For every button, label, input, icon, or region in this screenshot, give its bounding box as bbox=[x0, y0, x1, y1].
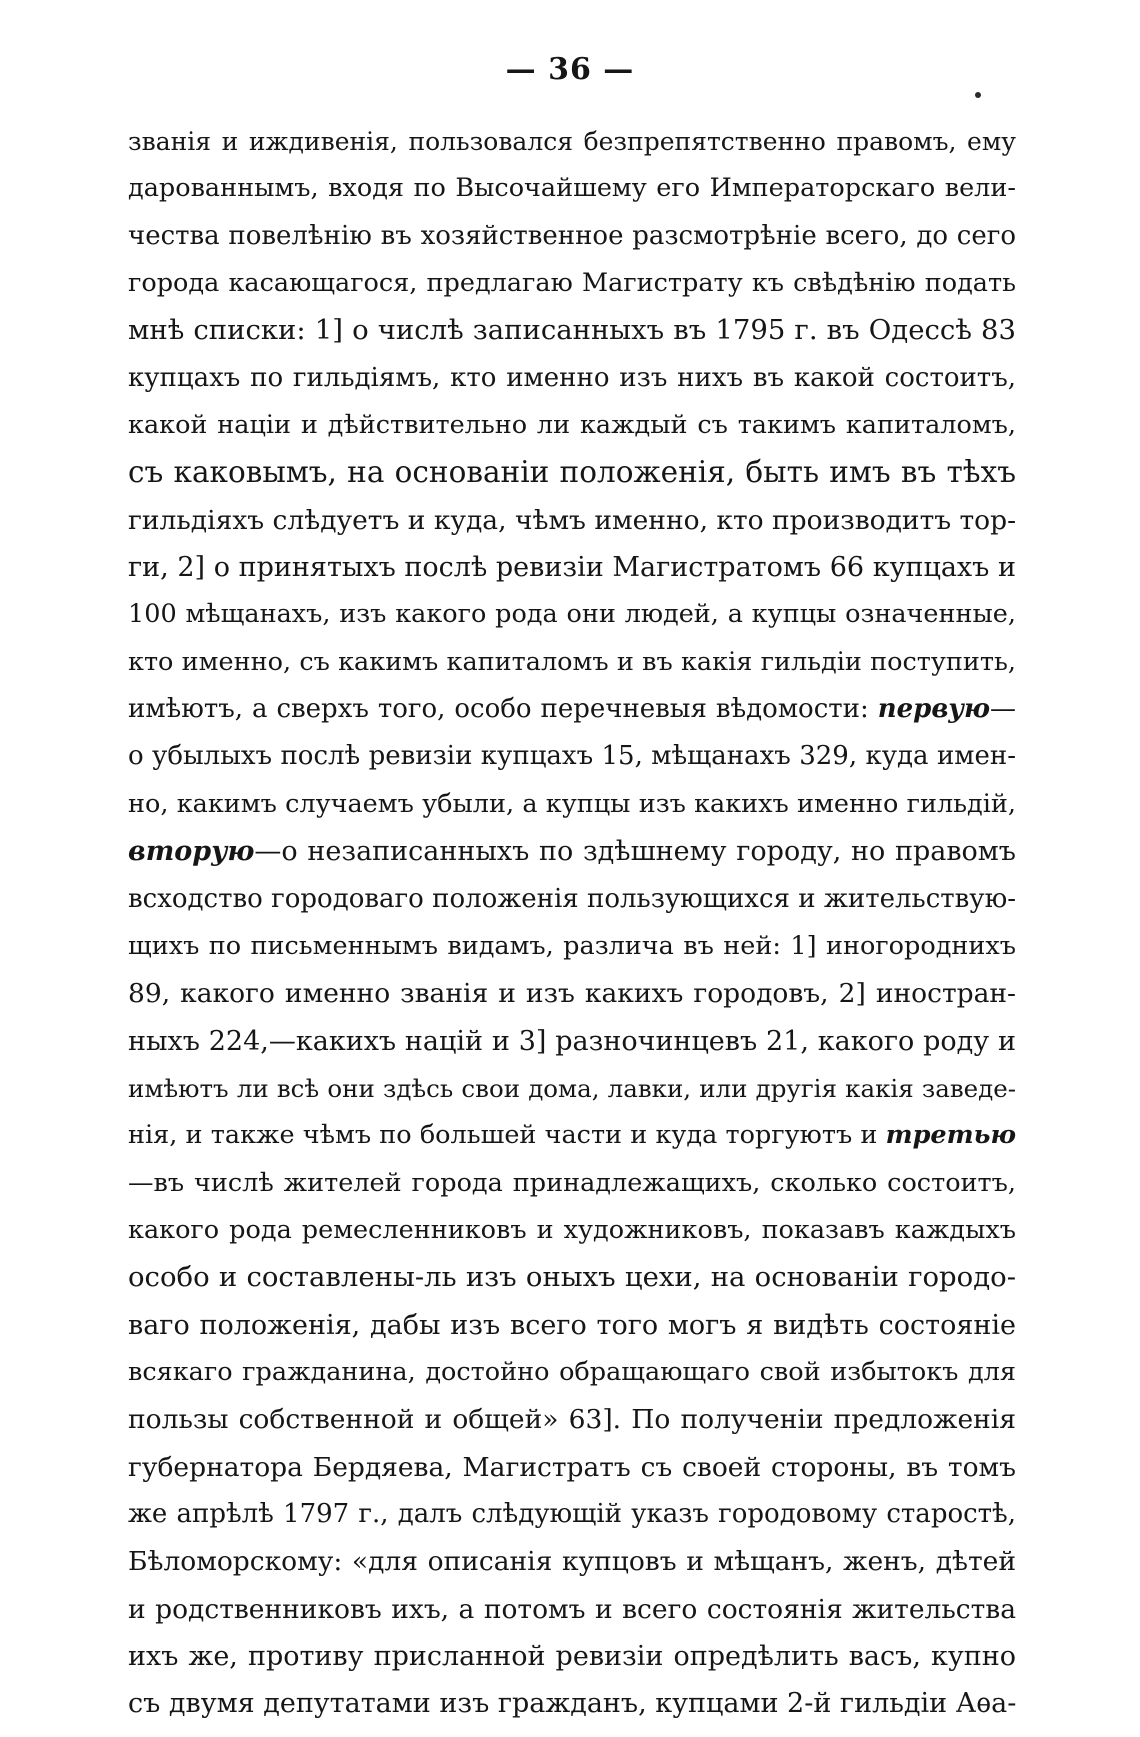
text-line bbox=[128, 781, 1016, 828]
text-line bbox=[128, 733, 1016, 780]
text-run: ги, 2] о принятыхъ послѣ ревизіи Магистратомъ 66 купцахъ и bbox=[128, 552, 1016, 584]
text-line bbox=[128, 1586, 1016, 1633]
text-line bbox=[128, 307, 1016, 354]
text-run: о убылыхъ послѣ ревизіи купцахъ 15, мѣщанахъ 329, куда имен- bbox=[128, 741, 1016, 772]
text-run: кто именно, съ какимъ капиталомъ и въ какія гильдіи поступить, bbox=[128, 646, 1016, 677]
text-line bbox=[128, 1302, 1016, 1349]
text-run: имѣютъ ли всѣ они здѣсь свои дома, лавки, или другія какія заведе- bbox=[128, 1073, 1016, 1103]
text-run: нія, и также чѣмъ по большей части и куда торгуютъ и bbox=[128, 1120, 886, 1151]
text-line bbox=[128, 355, 1016, 402]
text-line bbox=[128, 1396, 1016, 1443]
text-run: 100 мѣщанахъ, изъ какого рода они людей, а купцы означенные, bbox=[128, 599, 1016, 630]
text-run: пользы собственной и общей» 63]. По полученіи предложенія bbox=[128, 1404, 1016, 1436]
text-run: щихъ по письменнымъ видамъ, различа въ ней: 1] иногороднихъ bbox=[128, 930, 1016, 961]
text-line bbox=[128, 1633, 1016, 1680]
text-line bbox=[128, 260, 1016, 307]
ink-speck bbox=[975, 92, 981, 98]
text-run: 89, какого именно званія и изъ какихъ городовъ, 2] иностран- bbox=[128, 978, 1016, 1010]
text-line bbox=[128, 497, 1016, 544]
text-run: какой націи и дѣйствительно ли каждый съ такимъ капиталомъ, bbox=[128, 410, 1016, 441]
text-line bbox=[128, 1254, 1016, 1301]
text-run: гильдіяхъ слѣдуетъ и куда, чѣмъ именно, кто производитъ тор- bbox=[128, 504, 1016, 536]
text-line bbox=[128, 923, 1016, 970]
text-line bbox=[128, 1112, 1016, 1159]
text-run: всходство городоваго положенія пользующихся и жительствую- bbox=[128, 883, 1016, 914]
text-line bbox=[128, 213, 1016, 260]
text-run: съ каковымъ, на основаніи положенія, быть имъ въ тѣхъ bbox=[128, 455, 1016, 490]
text-line bbox=[128, 1491, 1016, 1538]
text-line bbox=[128, 1207, 1016, 1254]
text-line bbox=[128, 639, 1016, 686]
text-line bbox=[128, 402, 1016, 449]
text-run: же апрѣлѣ 1797 г., далъ слѣдующій указъ городовому старостѣ, bbox=[128, 1498, 1016, 1529]
text-line bbox=[128, 118, 1016, 165]
text-line bbox=[128, 876, 1016, 923]
text-run: —въ числѣ жителей города принадлежащихъ, сколько состоитъ, bbox=[128, 1167, 1016, 1198]
text-run: дарованнымъ, входя по Высочайшему его Императорскаго вели- bbox=[128, 173, 1016, 204]
text-run: мнѣ списки: 1] о числѣ записанныхъ въ 1795 г. въ Одессѣ 83 bbox=[128, 314, 1016, 347]
text-run: губернатора Бердяева, Магистратъ съ своей стороны, въ томъ bbox=[128, 1451, 1016, 1483]
text-line bbox=[128, 591, 1016, 638]
text-line bbox=[128, 1065, 1016, 1112]
text-run: города касающагося, предлагаю Магистрату къ свѣдѣнію подать bbox=[128, 268, 1016, 299]
page-number: — 36 — bbox=[505, 52, 635, 87]
text-line bbox=[128, 1018, 1016, 1065]
text-run: особо и составлены-ль изъ оныхъ цехи, на основаніи городо- bbox=[128, 1261, 1016, 1294]
text-line bbox=[128, 1444, 1016, 1491]
text-line bbox=[128, 828, 1016, 875]
emphasized-word: вторую bbox=[128, 836, 255, 868]
text-line bbox=[128, 544, 1016, 591]
text-run: ныхъ 224,—какихъ націй и 3] разночинцевъ 21, какого роду и bbox=[128, 1025, 1016, 1057]
text-run: — bbox=[990, 694, 1016, 725]
text-run: —о незаписанныхъ по здѣшнему городу, но правомъ bbox=[254, 836, 1016, 868]
text-run: ихъ же, противу присланной ревизіи опредѣлить васъ, купно bbox=[128, 1641, 1016, 1672]
text-run: ваго положенія, дабы изъ всего того могъ я видѣть состояніе bbox=[128, 1309, 1016, 1341]
text-run: но, какимъ случаемъ убыли, а купцы изъ какихъ именно гильдій, bbox=[128, 788, 1016, 819]
text-line bbox=[128, 449, 1016, 496]
text-run: какого рода ремесленниковъ и художниковъ, показавъ каждыхъ bbox=[128, 1214, 1016, 1245]
text-line bbox=[128, 1538, 1016, 1585]
text-run: купцахъ по гильдіямъ, кто именно изъ нихъ въ какой состоитъ, bbox=[128, 362, 1016, 393]
text-line bbox=[128, 1349, 1016, 1396]
text-line bbox=[128, 686, 1016, 733]
text-run: Бѣломорскому: «для описанія купцовъ и мѣщанъ, женъ, дѣтей bbox=[128, 1546, 1016, 1578]
text-line bbox=[128, 165, 1016, 212]
text-run: чества повелѣнію въ хозяйственное разсмотрѣніе всего, до сего bbox=[128, 220, 1016, 251]
text-run: званія и иждивенія, пользовался безпрепятственно правомъ, ему bbox=[128, 127, 1016, 156]
emphasized-word: первую bbox=[877, 694, 990, 725]
text-line bbox=[128, 1680, 1016, 1727]
text-run: имѣютъ, а сверхъ того, особо перечневыя вѣдомости: bbox=[128, 694, 878, 725]
body-text bbox=[128, 118, 1016, 1728]
text-line bbox=[128, 1160, 1016, 1207]
text-run: и родственниковъ ихъ, а потомъ и всего состоянія жительства bbox=[128, 1593, 1016, 1625]
text-run: съ двумя депутатами изъ гражданъ, купцами 2-й гильдіи Аѳа- bbox=[128, 1688, 1016, 1720]
text-run: всякаго гражданина, достойно обращающаго свой избытокъ для bbox=[128, 1356, 1016, 1387]
emphasized-word: третью bbox=[885, 1120, 1016, 1151]
text-line bbox=[128, 970, 1016, 1017]
